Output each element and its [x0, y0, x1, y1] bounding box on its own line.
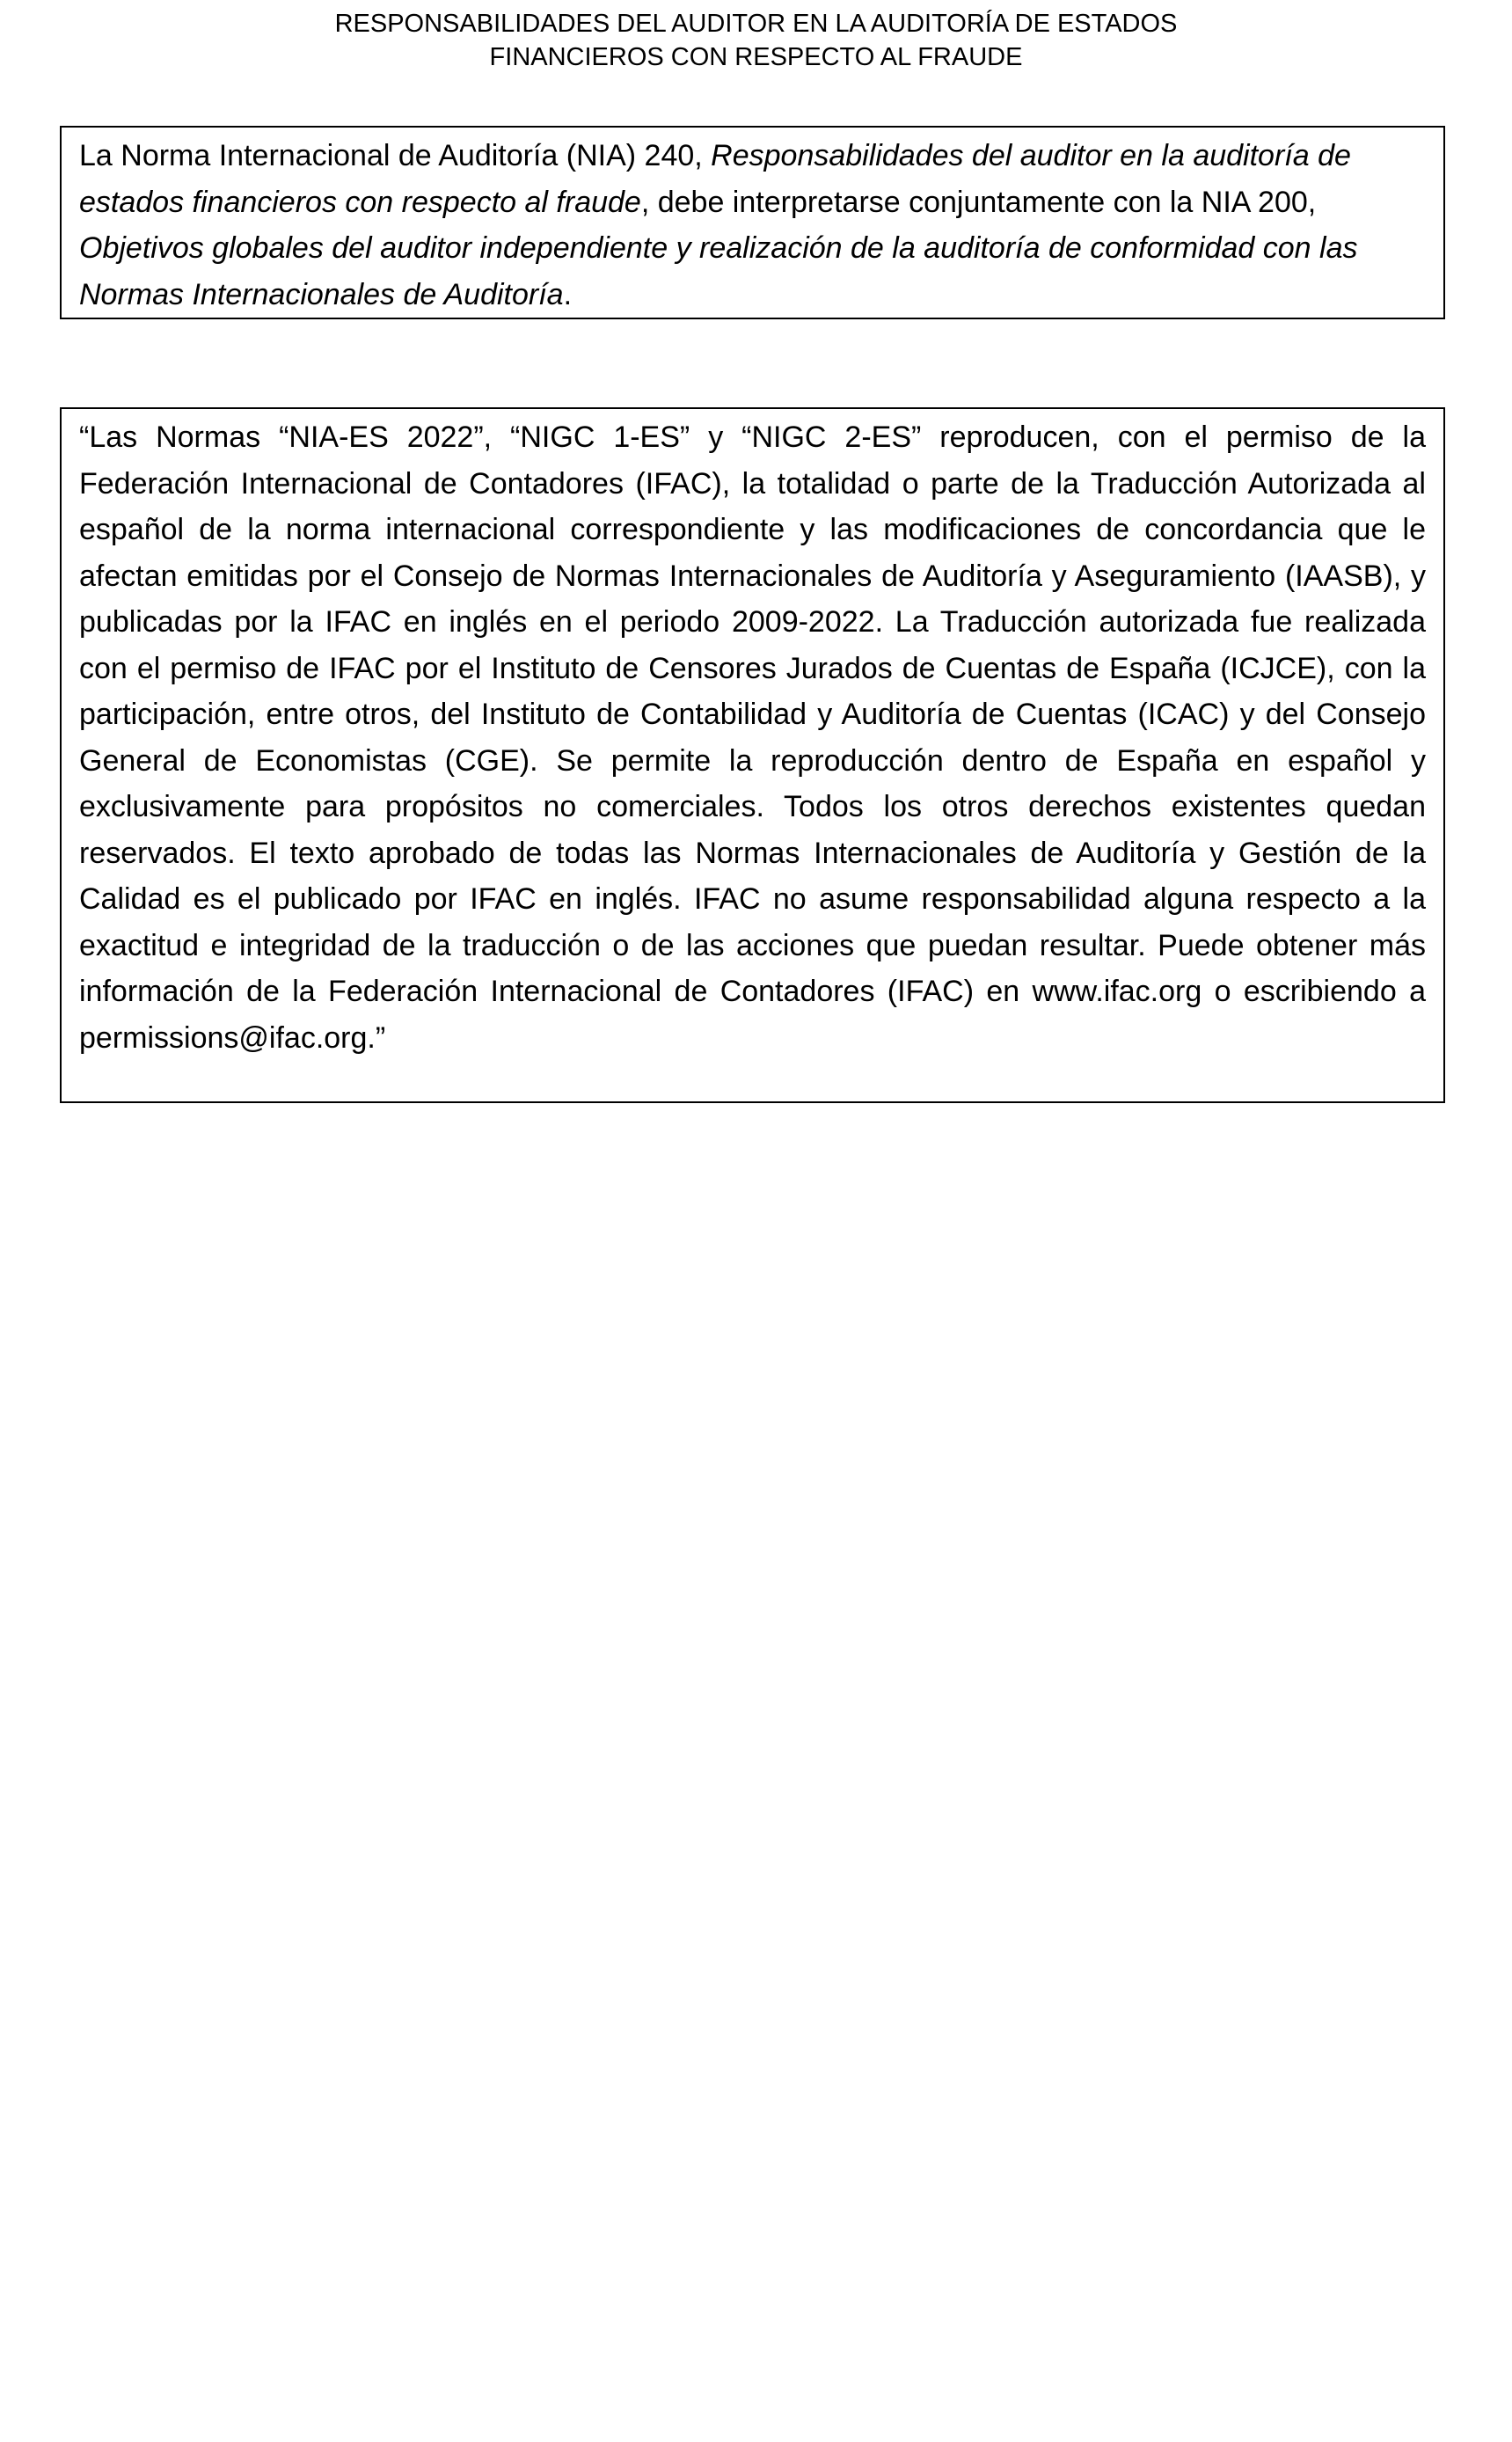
nia240-title: Responsabilidades del auditor en la auditoría de estados financieros con respecto al fraude	[79, 139, 1351, 219]
copyright-notice-text: “Las Normas “NIA-ES 2022”, “NIGC 1-ES” y “NIGC 2-ES” reproducen, con el permiso de la Federación Internacional de Contadores (IFAC), la totalidad o parte de la Traducción Autorizada al español de la norma internacional correspondiente y las modificaciones de concordancia que le afectan emitidas por el Consejo de Normas Internacionales de Auditoría y Aseguramiento (IAASB), y publicadas por la IFAC en inglés en el periodo 2009-2022. La Traducción autorizada fue realizada con el permiso de IFAC por el Instituto de Censores Jurados de Cuentas de España (ICJCE), con la participación, entre otros, del Instituto de Contabilidad y Auditoría de Cuentas (ICAC) y del Consejo General de Economistas (CGE). Se permite la reproducción dentro de España en español y exclusivamente para propósitos no comerciales. Todos los otros derechos existentes quedan reservados. El texto aprobado de todas las Normas Internacionales de Auditoría y Gestión de la Calidad es el publicado por IFAC en inglés. IFAC no asume responsabilidad alguna respecto a la exactitud e integridad de la traducción o de las acciones que puedan resultar. Puede obtener más información de la Federación Internacional de Contadores (IFAC) en www.ifac.org o escribiendo a permissions@ifac.org.”	[79, 420, 1426, 1055]
page-header-line-1: RESPONSABILIDADES DEL AUDITOR EN LA AUDITORÍA DE ESTADOS	[334, 10, 1178, 38]
nia200-title: Objetivos globales del auditor independiente y realización de la auditoría de conformidad con las Normas Internacionales de Auditoría	[79, 231, 1358, 311]
intro-text-part-3: .	[563, 277, 573, 311]
intro-text-part-1: La Norma Internacional de Auditoría (NIA) 240,	[79, 139, 712, 172]
page-header-line-2: FINANCIEROS CON RESPECTO AL FRAUDE	[489, 43, 1023, 71]
copyright-notice-box	[60, 407, 1445, 1103]
intro-box	[60, 126, 1445, 319]
page-header	[0, 7, 1512, 74]
intro-text-part-2: , debe interpretarse conjuntamente con la NIA 200,	[640, 185, 1317, 219]
